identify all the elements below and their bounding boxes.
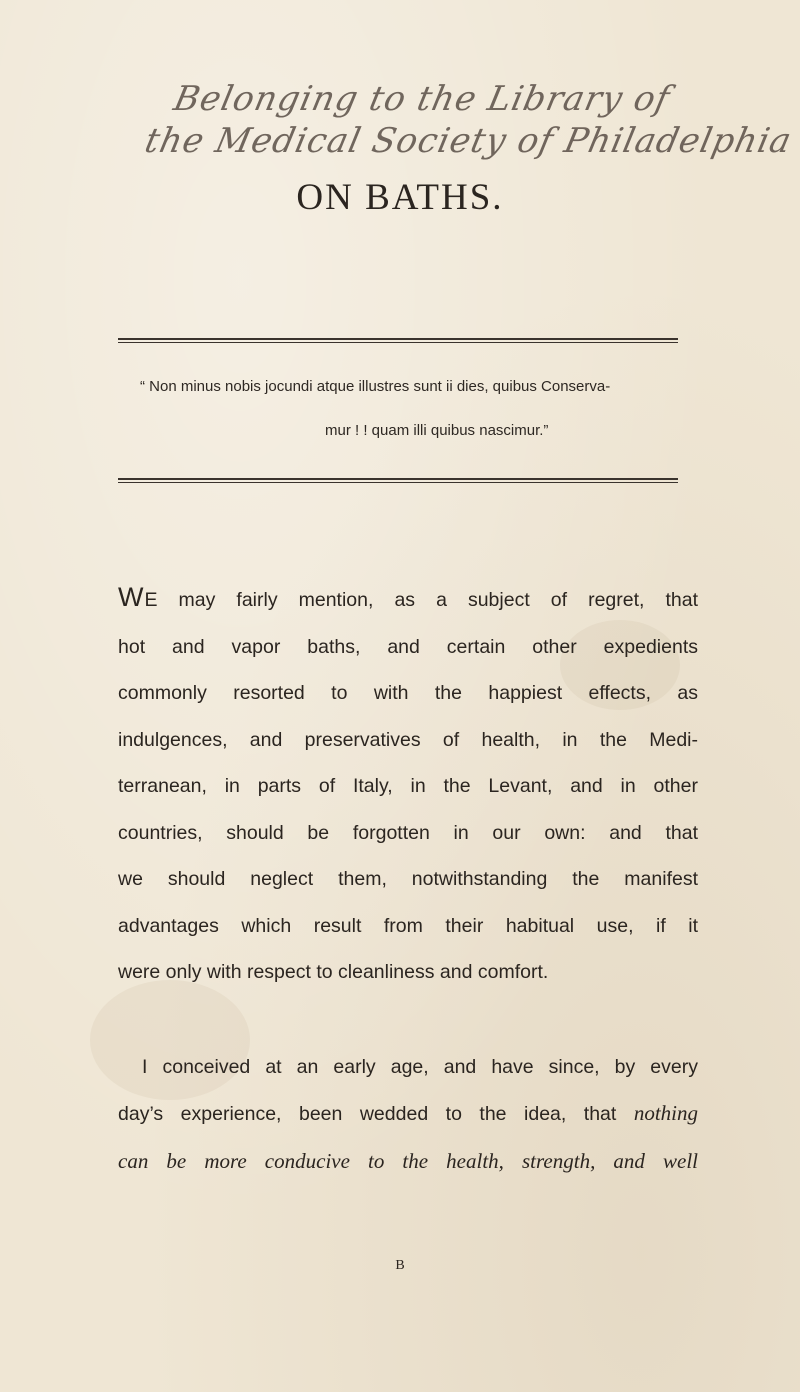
signature-mark: B <box>395 1258 405 1273</box>
paragraph-line: terranean, in parts of Italy, in the Levant, and in other <box>118 775 698 797</box>
page-title: ON BATHS. <box>296 177 504 218</box>
inscription-line-1: Belonging to the Library of <box>170 79 674 119</box>
paragraph-line-italic: can be more conducive to the health, strength, and well <box>118 1148 698 1173</box>
paragraph-line: indulgences, and preservatives of health, in the Medi- <box>118 728 698 751</box>
rule-divider <box>118 342 678 343</box>
paragraph-line: I conceived at an early age, and have since, by every <box>142 1055 698 1078</box>
rule-divider <box>118 482 678 483</box>
epigraph <box>125 365 685 453</box>
inscription-line-2: the Medical Society of Philadelphia <box>141 121 796 161</box>
paragraph-line: were only with respect to cleanliness and comfort. <box>118 961 549 983</box>
drop-cap: W <box>118 582 145 612</box>
paragraph-2 <box>118 1044 698 1185</box>
paragraph-line: WE may fairly mention, as a subject of regret, that <box>118 582 698 612</box>
paragraph-line: commonly resorted to with the happiest effects, as <box>118 682 698 704</box>
epigraph-line-1: “ Non minus nobis jocundi atque illustres sunt ii dies, quibus Conserva- <box>140 378 611 395</box>
paragraph-line: hot and vapor baths, and certain other expedients <box>118 635 698 658</box>
paragraph-line: we should neglect them, notwithstanding the manifest <box>118 868 698 890</box>
paragraph-1 <box>118 574 698 996</box>
body-text <box>118 574 698 1184</box>
rule-divider <box>118 478 678 480</box>
rule-divider <box>118 338 678 340</box>
handwritten-inscription <box>141 78 800 162</box>
paragraph-line: advantages which result from their habitual use, if it <box>118 914 698 937</box>
emphasis-text: nothing <box>633 1101 698 1125</box>
paragraph-line: day’s experience, been wedded to the idea, that nothing <box>118 1101 698 1125</box>
epigraph-line-2: mur ! ! quam illi quibus nascimur.” <box>325 422 549 439</box>
paragraph-line: countries, should be forgotten in our own: and that <box>118 821 698 844</box>
